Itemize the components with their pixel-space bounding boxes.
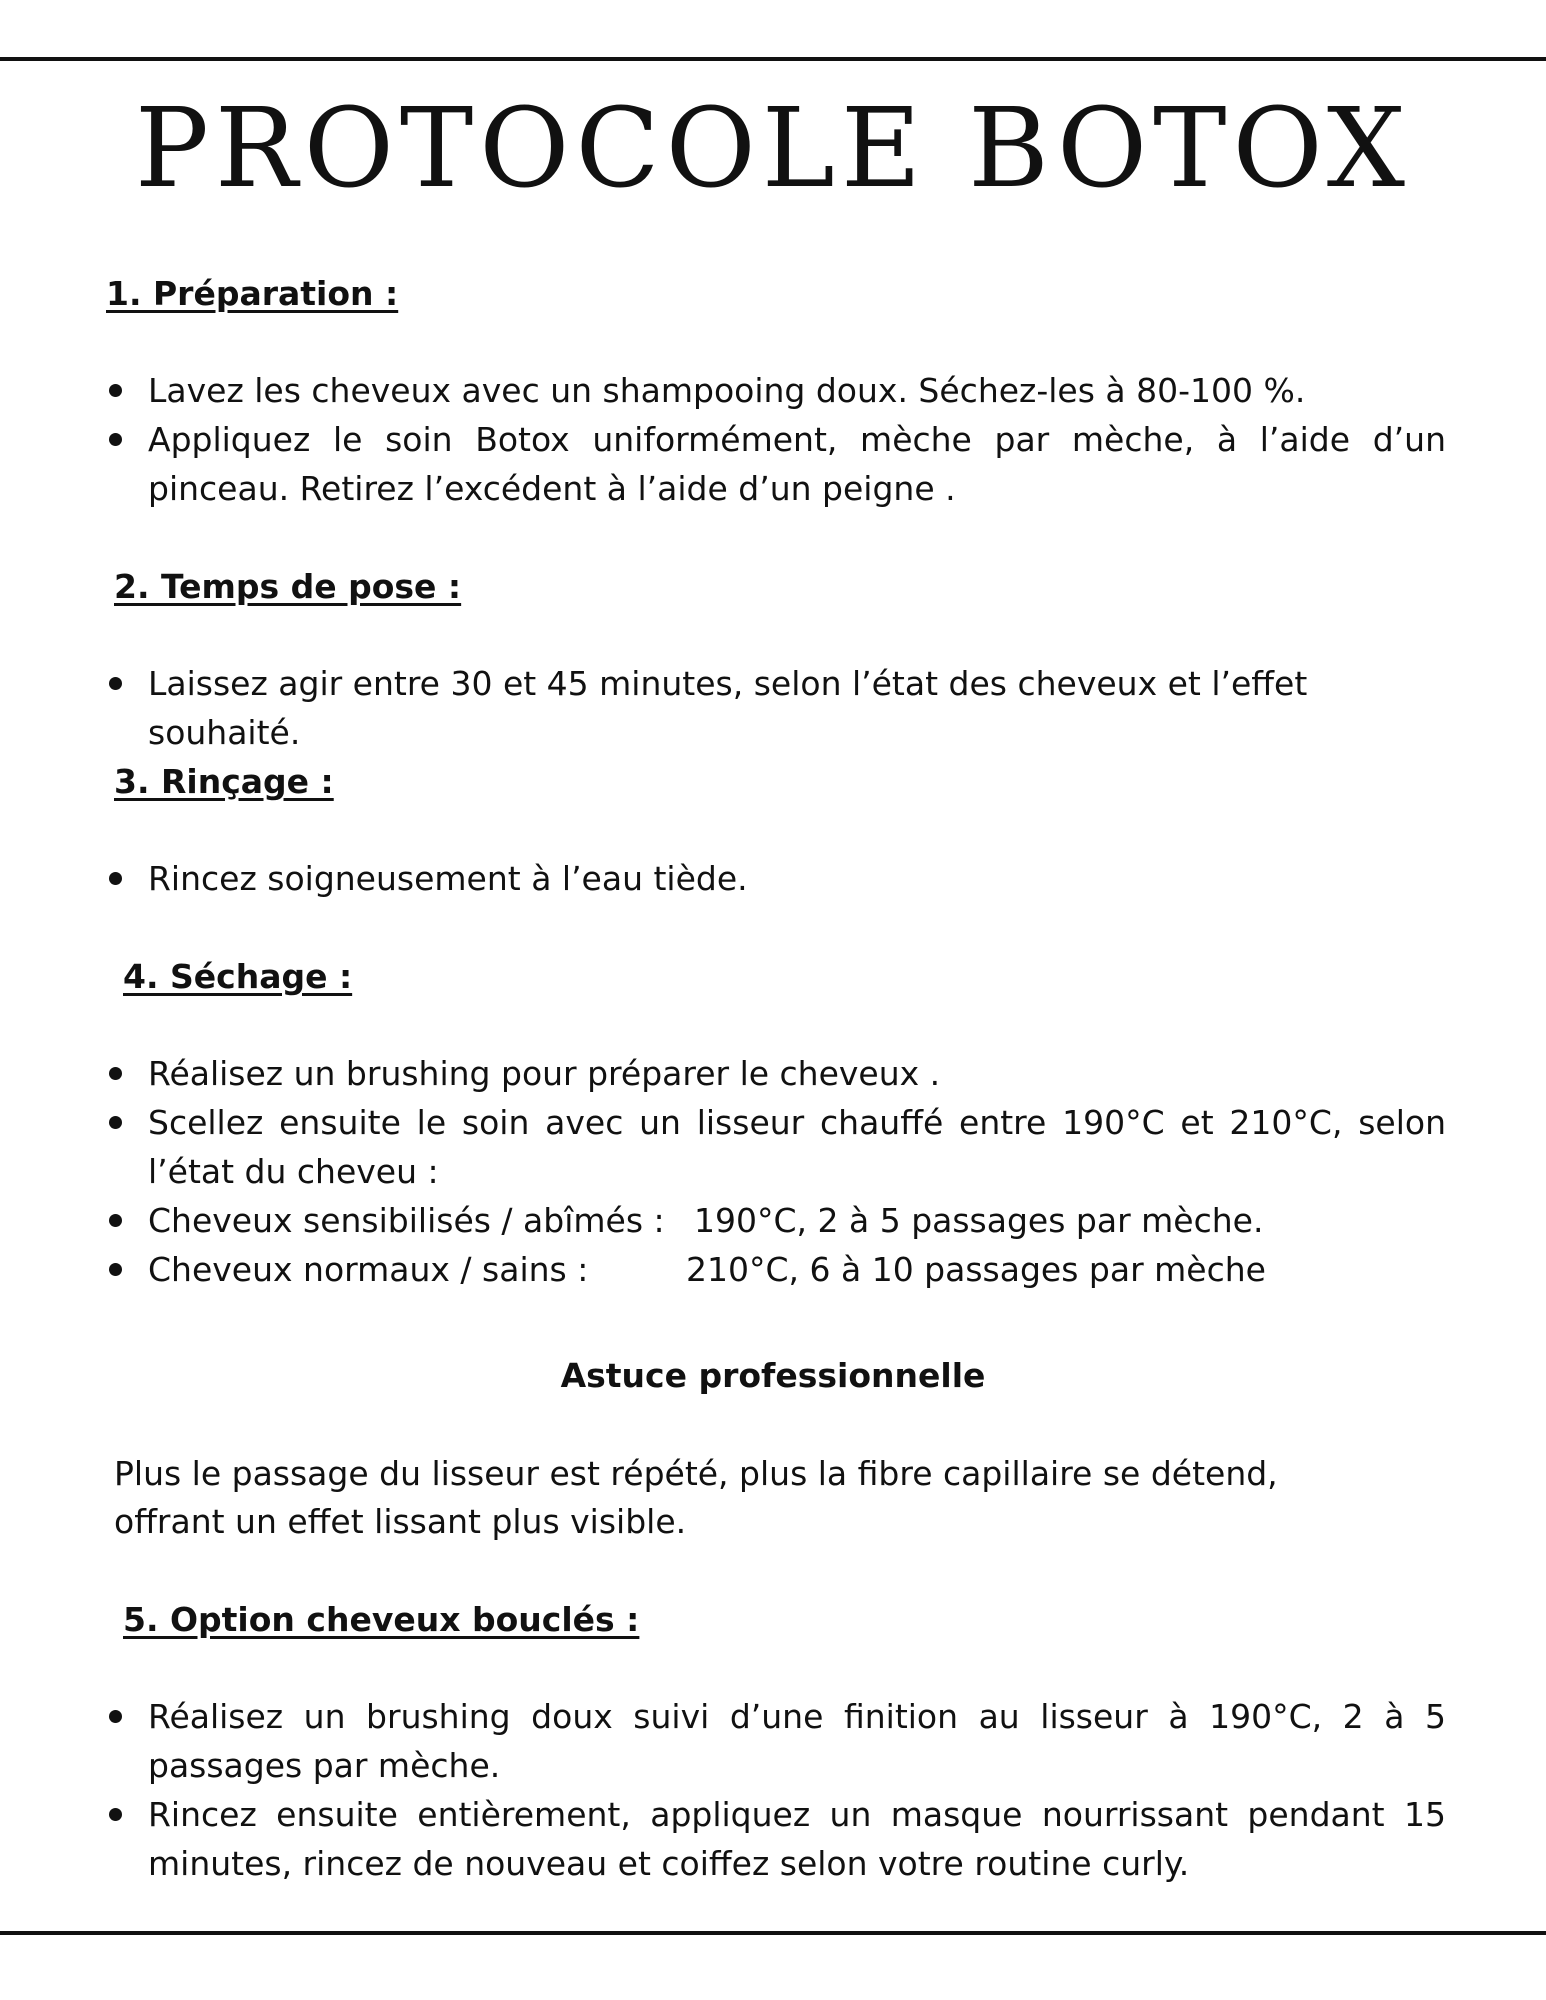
bullet-icon [109,1214,122,1227]
bullet-icon [109,1116,122,1129]
section-heading-temps-de-pose: 2. Temps de pose : [114,567,462,606]
option-boucles-list [106,1692,1446,1888]
setting-row: Cheveux sensibilisés / abîmés : 190°C, 2 à 5 passages par mèche. [106,1196,1446,1245]
section-heading-option-boucles: 5. Option cheveux bouclés : [123,1600,640,1639]
list-item: Scellez ensuite le soin avec un lisseur chauffé entre 190°C et 210°C, selon l’état du cheveu : [106,1098,1446,1196]
bullet-icon [109,1067,122,1080]
tip-line: Plus le passage du lisseur est répété, plus la fibre capillaire se détend, [114,1454,1278,1493]
top-divider [0,57,1546,61]
tip-title: Astuce professionnelle [560,1356,986,1395]
bullet-icon [109,872,122,885]
list-item: Lavez les cheveux avec un shampooing doux. Séchez-les à 80-100 %. [106,366,1446,415]
page-title: PROTOCOLE BOTOX [134,84,1412,212]
list-item: Appliquez le soin Botox uniformément, mèche par mèche, à l’aide d’un pinceau. Retirez l’excédent à l’aide d’un peigne . [106,415,1446,513]
bullet-icon [109,1710,122,1723]
bullet-icon [109,384,122,397]
preparation-list [106,366,1446,513]
list-item: Rincez ensuite entièrement, appliquez un masque nourrissant pendant 15 minutes, rincez de nouveau et coiffez selon votre routine curly. [106,1790,1446,1888]
section-heading-rincage: 3. Rinçage : [114,762,334,801]
bullet-icon [109,677,122,690]
tip-text [114,1450,1278,1546]
section-heading-preparation: 1. Préparation : [106,274,399,313]
bullet-icon [109,1808,122,1821]
list-item: Rincez soigneusement à l’eau tiède. [106,854,1446,903]
setting-row: Cheveux normaux / sains : 210°C, 6 à 10 passages par mèche [106,1245,1446,1294]
bullet-icon [109,1263,122,1276]
list-item: Réalisez un brushing doux suivi d’une finition au lisseur à 190°C, 2 à 5 passages par mèche. [106,1692,1446,1790]
tip-line: offrant un effet lissant plus visible. [114,1502,687,1541]
list-item: Laissez agir entre 30 et 45 minutes, selon l’état des cheveux et l’effet souhaité. [106,659,1446,757]
list-item: Réalisez un brushing pour préparer le cheveux . [106,1049,1446,1098]
rincage-list [106,854,1446,903]
bottom-divider [0,1931,1546,1935]
sechage-list [106,1049,1446,1294]
bullet-icon [109,433,122,446]
section-heading-sechage: 4. Séchage : [123,957,353,996]
temps-de-pose-list [106,659,1446,757]
